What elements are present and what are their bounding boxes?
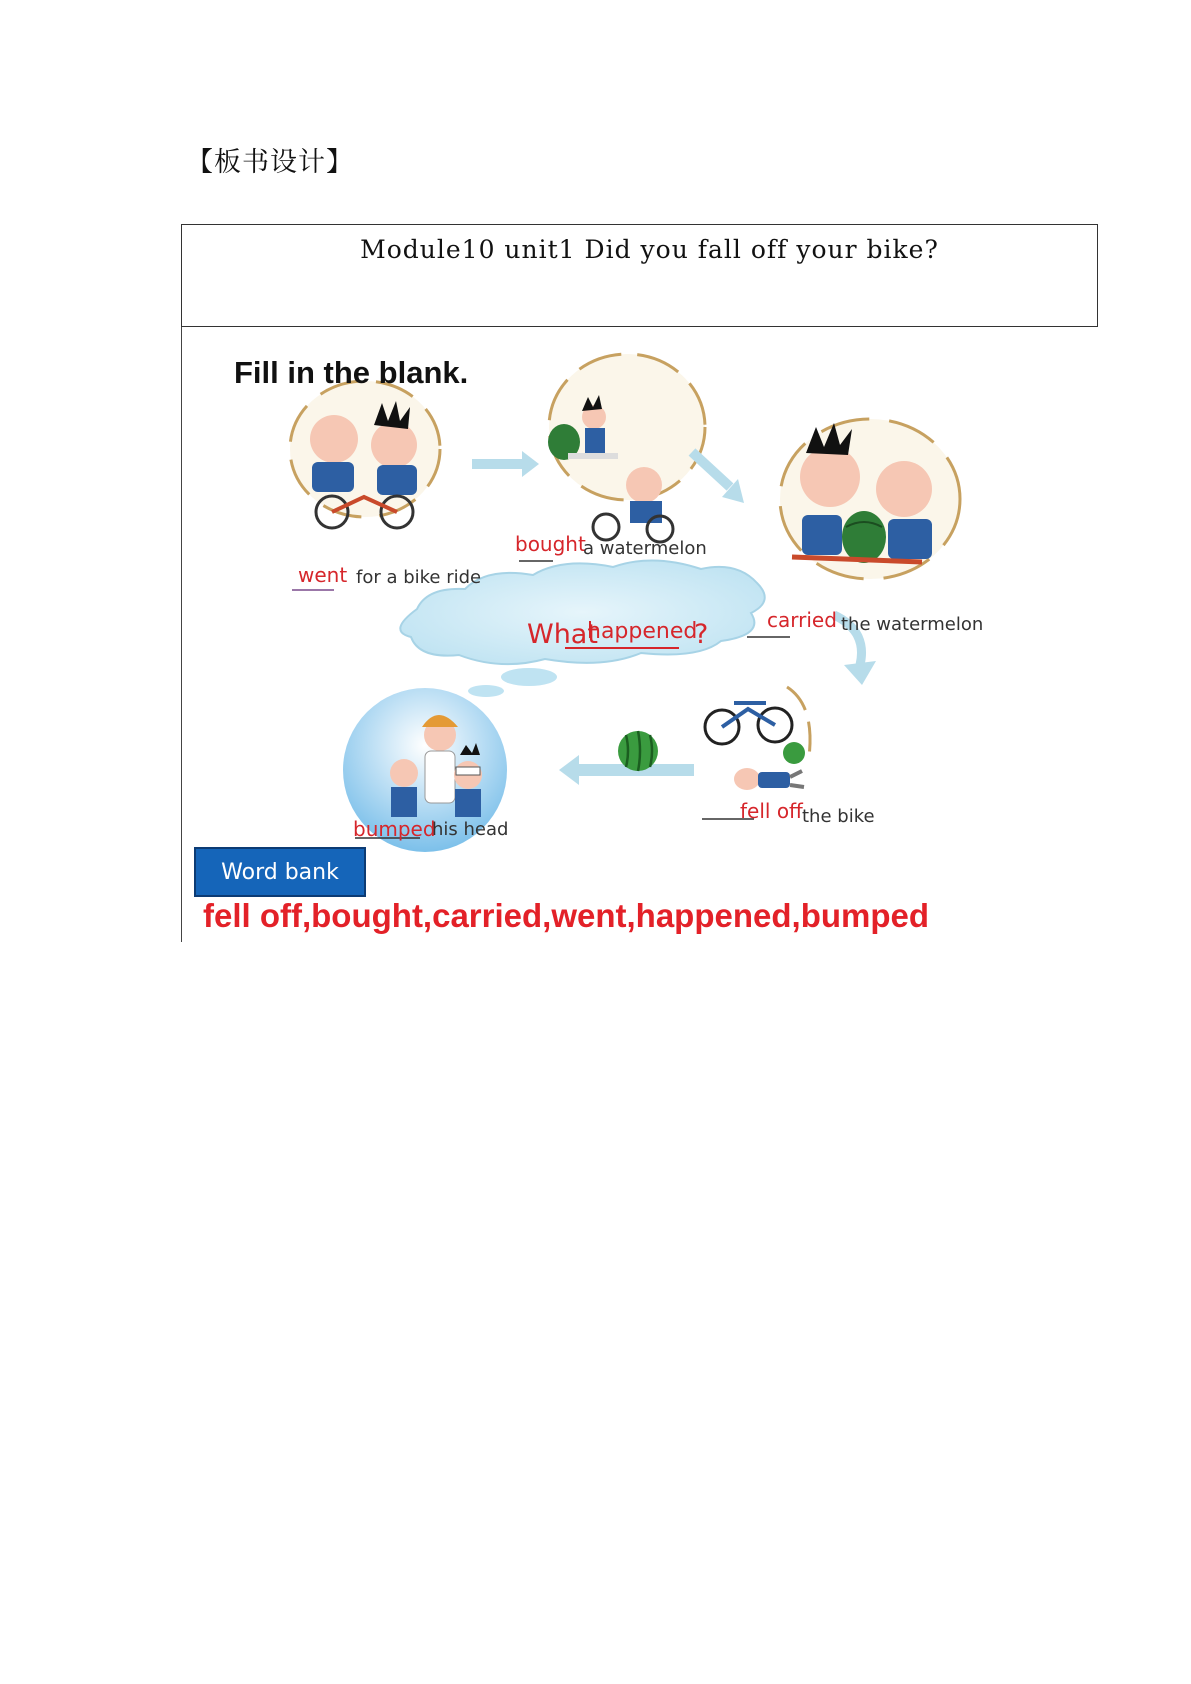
arrow-right-icon [472,451,539,477]
scene-fell-off-bike [705,687,810,790]
word-bank-words: fell off,bought,carried,went,happened,bumped [203,897,930,934]
slide-image [181,327,1098,942]
lesson-title: Module10 unit1 Did you fall off your bike? [360,235,939,264]
answer-word: carried [767,608,837,632]
phrase-text: the watermelon [841,614,984,635]
phrase-text: his head [432,819,509,840]
question-mark: ? [694,619,709,650]
scene-buy-watermelon [548,354,705,542]
watermelon-icon [618,731,658,771]
question-word: What [527,619,598,650]
answer-word: bought [515,532,586,556]
answer-word: went [298,563,348,587]
phrase-text: the bike [802,806,875,827]
answer-word: bumped [353,817,436,841]
title-box [181,224,1098,327]
phrase-text: for a bike ride [356,567,482,588]
scene-bike-ride [290,381,440,528]
arrow-down-right-icon [692,452,744,503]
answer-word: fell off [740,799,803,823]
scene-carry-watermelon [780,419,960,579]
word-bank-label: Word bank [194,847,366,897]
section-heading: 【板书设计】 [186,147,354,178]
instruction-text: Fill in the blank. [234,355,469,390]
phrase-text: a watermelon [583,538,707,559]
question-answer: happened [587,619,698,644]
